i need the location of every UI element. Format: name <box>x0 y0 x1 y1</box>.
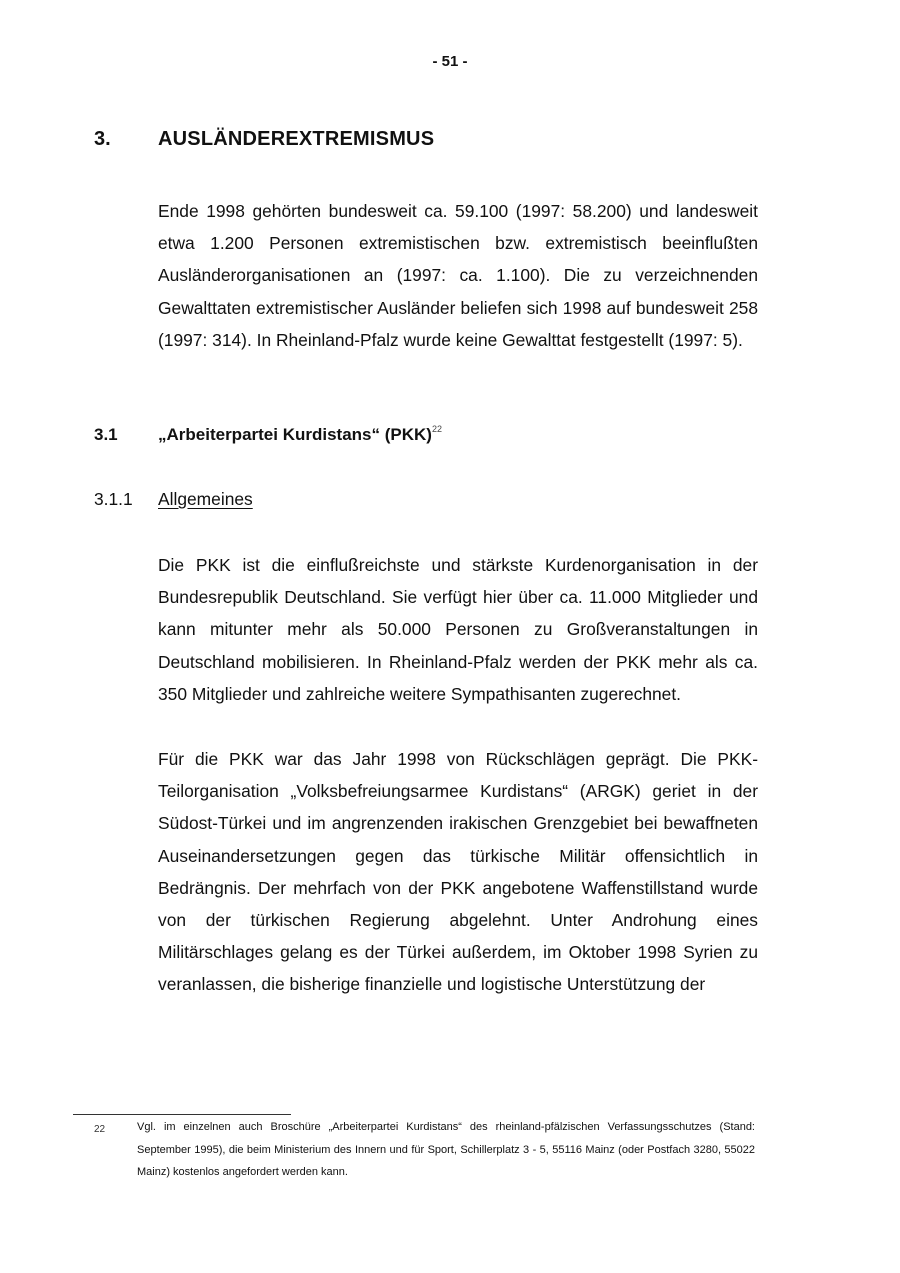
footnote-number: 22 <box>94 1124 106 1135</box>
footnote-reference[interactable]: 22 <box>431 424 442 434</box>
subsubsection-title: Allgemeines <box>158 489 253 509</box>
intro-paragraph: Ende 1998 gehörten bundesweit ca. 59.100 (1997: 58.200) und landesweit etwa 1.200 Personen extremistischen bzw. extremistisch beeinflußten Ausländerorganisationen an (1997: ca. 1.100). Die zu verzeichnenden Gewalttaten extremistischer Ausländer beliefen sich 1998 auf bundesweit 258 (1997: 314). In Rheinland-Pfalz wurde keine Gewalttat festgestellt (1997: 5). <box>158 201 758 350</box>
body-paragraph: Die PKK ist die einflußreichste und stärkste Kurdenorganisation in der Bundesrepublik Deutschland. Sie verfügt hier über ca. 11.000 Mitglieder und kann mitunter mehr als 50.000 Personen zu Großveranstaltungen in Deutschland mobilisieren. In Rheinland-Pfalz werden der PKK mehr als ca. 350 Mitglieder und zahlreiche weitere Sympathisanten zugerechnet. <box>158 555 758 704</box>
subsubsection-number: 3.1.1 <box>94 489 133 509</box>
subsection-title: „Arbeiterpartei Kurdistans“ (PKK) <box>158 425 432 444</box>
subsection-title-wrap <box>158 425 442 445</box>
subsection-number: 3.1 <box>94 425 118 444</box>
section-number: 3. <box>94 128 111 150</box>
body-paragraph: Für die PKK war das Jahr 1998 von Rückschlägen geprägt. Die PKK-Teilorganisation „Volksbefreiungsarmee Kurdistans“ (ARGK) geriet in der Südost-Türkei und im angrenzenden irakischen Grenzgebiet bei bewaffneten Auseinandersetzungen gegen das türkische Militär offensichtlich in Bedrängnis. Der mehrfach von der PKK angebotene Waffenstillstand wurde von der türkischen Regierung abgelehnt. Unter Androhung eines Militärschlages gelang es der Türkei außerdem, im Oktober 1998 Syrien zu veranlassen, die bisherige finanzielle und logistische Unterstützung der <box>158 749 758 995</box>
footnote-divider <box>73 1114 291 1115</box>
footnote-text: Vgl. im einzelnen auch Broschüre „Arbeiterpartei Kurdistans“ des rheinland-pfälzischen Verfassungsschutzes (Stand: September 1995), die beim Ministerium des Innern und für Sport, Schillerplatz 3 - 5, 55116 Mainz (oder Postfach 3280, 55022 Mainz) kostenlos angefordert werden kann. <box>137 1121 755 1178</box>
page-number: - 51 - <box>432 53 468 70</box>
section-title: AUSLÄNDEREXTREMISMUS <box>158 128 435 150</box>
